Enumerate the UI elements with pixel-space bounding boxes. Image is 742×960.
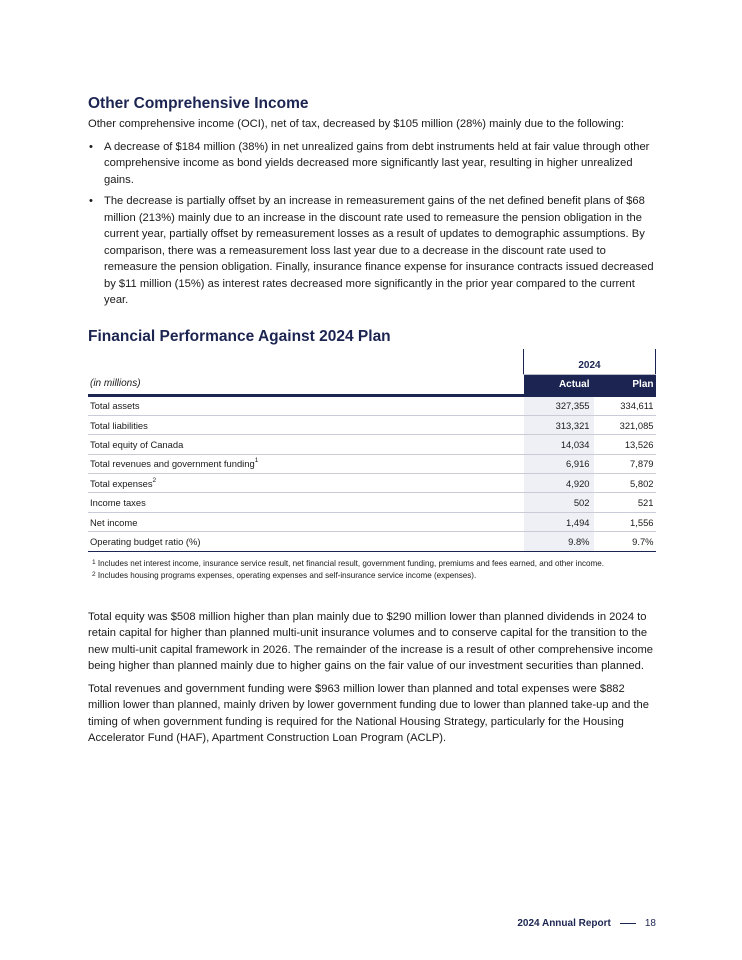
table-row — [88, 454, 656, 473]
actual-value: 1,494 — [524, 512, 594, 531]
plan-value: 321,085 — [594, 415, 656, 434]
table-footnotes — [88, 558, 656, 583]
oci-bullet — [88, 193, 656, 309]
table-row — [88, 512, 656, 531]
year-header: 2024 — [524, 349, 656, 375]
oci-heading: Other Comprehensive Income — [88, 95, 309, 112]
plan-value: 334,611 — [594, 395, 656, 415]
table-row — [88, 474, 656, 493]
actual-value: 9.8% — [524, 532, 594, 551]
bullet-icon: • — [89, 195, 93, 207]
year-header-row — [88, 349, 656, 375]
oci-bullet-text: A decrease of $184 million (38%) in net unrealized gains from debt instruments held at fair value through other comprehensive income as bond yields decreased more significantly last year, resulting in higher unrealized gains. — [104, 140, 650, 186]
actual-column-header: Actual — [524, 374, 594, 395]
plan-value: 5,802 — [594, 474, 656, 493]
actual-value: 4,920 — [524, 474, 594, 493]
units-label: (in millions) — [88, 374, 524, 395]
row-label: Total revenues and government funding — [90, 458, 255, 470]
oci-bullet-list — [88, 139, 656, 309]
row-label: Total assets — [90, 400, 140, 412]
plan-value: 13,526 — [594, 435, 656, 454]
actual-value: 502 — [524, 493, 594, 512]
actual-value: 6,916 — [524, 454, 594, 473]
table-row — [88, 395, 656, 415]
plan-value: 521 — [594, 493, 656, 512]
row-label: Operating budget ratio (%) — [90, 535, 201, 547]
financial-performance-table — [88, 349, 656, 552]
plan-column-header: Plan — [594, 374, 656, 395]
report-title: 2024 Annual Report — [517, 918, 611, 929]
oci-bullet — [88, 139, 656, 189]
plan-value: 9.7% — [594, 532, 656, 551]
table-row — [88, 532, 656, 551]
plan-value: 7,879 — [594, 454, 656, 473]
footnote-mark: 1 — [92, 558, 96, 566]
footnote — [88, 558, 656, 571]
plan-heading: Financial Performance Against 2024 Plan — [88, 327, 391, 345]
page-number: 18 — [644, 918, 656, 929]
table-row — [88, 415, 656, 434]
row-label: Total liabilities — [90, 419, 148, 431]
body-paragraph: Total equity was $508 million higher than plan mainly due to $290 million lower than planned dividends in 2024 to retain capital for higher than planned multi-unit insurance volumes and to conserve capital for the transition to the new multi-unit capital framework in 2026. The remainder of the increase is a result of other comprehensive income being higher than planned mainly due to higher gains on the fair value of our investment securities than planned. — [88, 610, 654, 673]
row-label: Total expenses — [90, 477, 153, 489]
bullet-icon: • — [89, 140, 93, 153]
actual-value: 14,034 — [524, 435, 594, 454]
footnote-marker: 1 — [254, 457, 259, 465]
row-label: Net income — [90, 516, 138, 528]
column-header-row — [88, 374, 656, 395]
footnote-marker: 2 — [152, 476, 157, 484]
oci-bullet-text: The decrease is partially offset by an increase in remeasurement gains of the net defined benefit plans of $68 million (213%) mainly due to an increase in the discount rate used to remeasure the pension obligation in the current year, partially offset by remeasurement losses as a result of updates to demographic assumptions. By comparison, there was a remeasurement loss last year due to a decrease in the discount rate used to remeasure the pension obligation. Finally, insurance finance expense for insurance contracts issued decreased by $11 million (15%) as interest rates decreased more significantly in the prior year compared to the current year. — [104, 195, 654, 306]
footer-divider — [620, 923, 636, 924]
body-paragraph: Total revenues and government funding were $963 million lower than planned and total expenses were $882 million lower than planned, mainly driven by lower government funding due to lower than planned take-up and the timing of when government funding is required for the National Housing Strategy, particularly for the Housing Accelerator Fund (HAF), Apartment Construction Loan Program (ACLP). — [88, 682, 649, 745]
footnote — [88, 570, 656, 583]
page-content — [88, 94, 656, 747]
page-footer — [517, 918, 656, 929]
actual-value: 327,355 — [524, 395, 594, 415]
actual-value: 313,321 — [524, 415, 594, 434]
plan-value: 1,556 — [594, 512, 656, 531]
oci-intro: Other comprehensive income (OCI), net of tax, decreased by $105 million (28%) mainly due to the following: — [88, 118, 625, 130]
table-row — [88, 493, 656, 512]
table-row — [88, 435, 656, 454]
row-label: Income taxes — [90, 497, 146, 509]
footnote-text: Includes housing programs expenses, operating expenses and self-insurance service income (expenses). — [97, 571, 477, 581]
row-label: Total equity of Canada — [90, 438, 184, 450]
footnote-mark: 2 — [92, 571, 96, 579]
footnote-text: Includes net interest income, insurance service result, net financial result, government funding, premiums and fees earned, and other income. — [97, 558, 605, 568]
